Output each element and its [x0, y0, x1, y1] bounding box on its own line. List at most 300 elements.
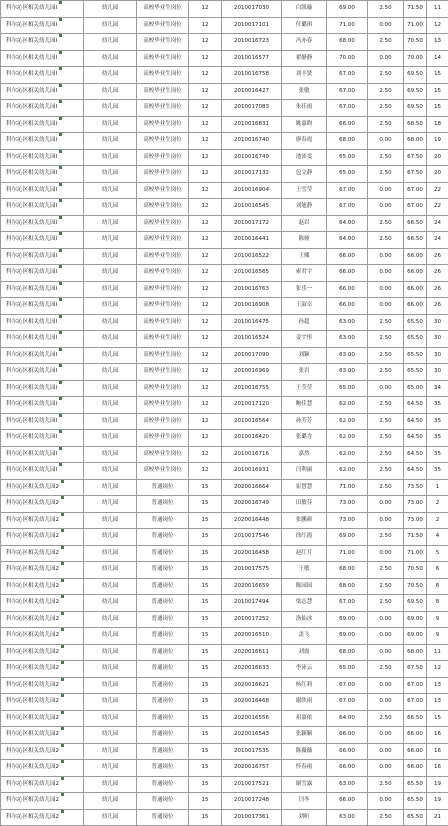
recruit-count-cell [189, 314, 222, 331]
cell-text: 71.00 [339, 22, 355, 28]
exam-number-cell [222, 463, 282, 480]
exam-number-cell [222, 182, 282, 199]
position-type-cell [137, 265, 189, 282]
cell-text: 刘丰贤 [296, 71, 313, 77]
cell-text: 朱佳雨 [296, 104, 313, 110]
exam-number-cell [222, 34, 282, 51]
cell-text: 69.00 [407, 616, 423, 622]
cell-text: 科尔沁区相关幼儿园I [6, 335, 57, 341]
cell-text: 15 [434, 88, 441, 94]
unit-cell [1, 463, 84, 480]
cell-marker-icon [59, 67, 62, 70]
written-score-cell [327, 727, 368, 744]
table-row [1, 100, 448, 117]
bonus-score-cell [368, 661, 404, 678]
cell-text: 0.00 [379, 500, 391, 506]
cell-text: 12 [202, 55, 209, 61]
bonus-score-cell [368, 595, 404, 612]
unit-cell [1, 644, 84, 661]
cell-text: 30 [434, 335, 441, 341]
written-score-cell [327, 347, 368, 364]
table-row [1, 446, 448, 463]
category-cell [84, 578, 137, 595]
rank-cell [427, 430, 448, 447]
cell-text: 2.50 [379, 451, 391, 457]
category-cell [84, 694, 137, 711]
rank-cell [427, 298, 448, 315]
cell-marker-icon [61, 661, 64, 664]
exam-number-cell [222, 100, 282, 117]
category-cell [84, 760, 137, 777]
cell-text: 68.00 [407, 137, 423, 143]
cell-text: 2020016659 [234, 583, 269, 589]
table-body [1, 1, 448, 826]
table-row [1, 34, 448, 51]
table-row [1, 265, 448, 282]
category-cell [84, 809, 137, 826]
cell-text: 白凯璇 [296, 5, 313, 11]
cell-marker-icon [59, 381, 62, 384]
exam-number-cell [222, 265, 282, 282]
cell-text: 2010016749 [234, 154, 269, 160]
cell-text: 赵岩 [298, 220, 309, 226]
cell-text: 2010016577 [234, 55, 269, 61]
position-type-cell [137, 34, 189, 51]
cell-text: 2020016633 [234, 665, 269, 671]
cell-text: 20 [434, 170, 441, 176]
written-score-cell [327, 479, 368, 496]
cell-text: 幼儿园 [102, 484, 119, 490]
cell-marker-icon [59, 364, 62, 367]
exam-number-cell [222, 232, 282, 249]
table-row [1, 116, 448, 133]
bonus-score-cell [368, 479, 404, 496]
cell-marker-icon [61, 678, 64, 681]
candidate-name-cell [282, 479, 327, 496]
cell-text: 幼儿园 [102, 748, 119, 754]
bonus-score-cell [368, 298, 404, 315]
cell-text: 幼儿园 [102, 451, 119, 457]
total-score-cell [404, 545, 427, 562]
exam-number-cell [222, 479, 282, 496]
exam-number-cell [222, 727, 282, 744]
cell-marker-icon [59, 117, 62, 120]
cell-text: 高校毕业生岗位 [143, 385, 182, 391]
cell-text: 2.50 [379, 121, 391, 127]
table-row [1, 694, 448, 711]
table-row [1, 133, 448, 150]
recruit-count-cell [189, 661, 222, 678]
unit-cell [1, 694, 84, 711]
written-score-cell [327, 83, 368, 100]
cell-text: 15 [202, 500, 209, 506]
cell-text: 包文静 [296, 170, 313, 176]
position-type-cell [137, 628, 189, 645]
category-cell [84, 529, 137, 546]
cell-text: 0.00 [379, 517, 391, 523]
cell-text: 2.50 [379, 220, 391, 226]
recruit-count-cell [189, 430, 222, 447]
cell-text: 2010016755 [234, 385, 269, 391]
cell-text: 2010016716 [234, 451, 269, 457]
recruit-count-cell [189, 347, 222, 364]
rank-cell [427, 628, 448, 645]
candidate-name-cell [282, 215, 327, 232]
category-cell [84, 347, 137, 364]
cell-text: 普通岗位 [151, 566, 173, 572]
cell-text: 2020016664 [234, 484, 269, 490]
total-score-cell [404, 529, 427, 546]
cell-text: 幼儿园 [102, 269, 119, 275]
unit-cell [1, 595, 84, 612]
table-row [1, 232, 448, 249]
cell-text: 69.50 [407, 104, 423, 110]
cell-text: 普通岗位 [151, 748, 173, 754]
cell-text: 2010017030 [234, 5, 269, 11]
cell-text: 2010016831 [234, 121, 269, 127]
cell-text: 15 [202, 715, 209, 721]
rank-cell [427, 545, 448, 562]
cell-text: 64.00 [339, 715, 355, 721]
rank-cell [427, 727, 448, 744]
candidate-name-cell [282, 1, 327, 18]
written-score-cell [327, 331, 368, 348]
cell-text: 67.00 [407, 698, 423, 704]
cell-text: 普通岗位 [151, 781, 173, 787]
cell-text: 66.50 [407, 236, 423, 242]
cell-text: 科尔沁区相关幼儿园2 [6, 649, 59, 655]
cell-text: 幼儿园 [102, 434, 119, 440]
candidate-name-cell [282, 50, 327, 67]
total-score-cell [404, 281, 427, 298]
cell-text: 高校毕业生岗位 [143, 302, 182, 308]
bonus-score-cell [368, 17, 404, 34]
total-score-cell [404, 809, 427, 826]
cell-text: 0.00 [379, 616, 391, 622]
exam-number-cell [222, 710, 282, 727]
cell-text: 田敏芬 [296, 500, 313, 506]
cell-text: 21 [434, 814, 441, 820]
cell-text: 65.50 [407, 335, 423, 341]
cell-marker-icon [59, 430, 62, 433]
unit-cell [1, 710, 84, 727]
total-score-cell [404, 67, 427, 84]
cell-text: 0.00 [379, 203, 391, 209]
written-score-cell [327, 628, 368, 645]
total-score-cell [404, 710, 427, 727]
cell-text: 2.50 [379, 434, 391, 440]
position-type-cell [137, 232, 189, 249]
table-row [1, 496, 448, 513]
cell-text: 69.00 [339, 616, 355, 622]
table-row [1, 17, 448, 34]
cell-text: 2.50 [379, 88, 391, 94]
table-row [1, 512, 448, 529]
cell-text: 2.50 [379, 418, 391, 424]
cell-text: 67.00 [339, 187, 355, 193]
cell-text: 2010016740 [234, 137, 269, 143]
table-row [1, 793, 448, 810]
cell-text: 2020016749 [234, 500, 269, 506]
exam-number-cell [222, 149, 282, 166]
cell-text: 普通岗位 [151, 665, 173, 671]
cell-text: 2010016908 [234, 302, 269, 308]
cell-text: 高校毕业生岗位 [143, 269, 182, 275]
cell-text: 幼儿园 [102, 500, 119, 506]
cell-text: 幼儿园 [102, 220, 119, 226]
written-score-cell [327, 17, 368, 34]
recruit-count-cell [189, 116, 222, 133]
cell-marker-icon [59, 397, 62, 400]
position-type-cell [137, 166, 189, 183]
cell-text: 73.00 [339, 500, 355, 506]
exam-number-cell [222, 694, 282, 711]
position-type-cell [137, 182, 189, 199]
cell-text: 2.50 [379, 104, 391, 110]
bonus-score-cell [368, 215, 404, 232]
cell-marker-icon [59, 265, 62, 268]
recruit-count-cell [189, 595, 222, 612]
candidate-name-cell [282, 496, 327, 513]
cell-text: 66.50 [407, 220, 423, 226]
candidate-name-cell [282, 397, 327, 414]
recruit-count-cell [189, 545, 222, 562]
position-type-cell [137, 776, 189, 793]
cell-text: 幼儿园 [102, 335, 119, 341]
bonus-score-cell [368, 529, 404, 546]
cell-text: 2010017120 [234, 401, 269, 407]
cell-text: 66.00 [339, 797, 355, 803]
cell-text: 幼儿园 [102, 682, 119, 688]
table-row [1, 661, 448, 678]
cell-text: 11 [434, 5, 441, 11]
cell-text: 62.00 [339, 434, 355, 440]
cell-text: 王娜 [298, 253, 309, 259]
bonus-score-cell [368, 281, 404, 298]
written-score-cell [327, 380, 368, 397]
cell-text: 2020016448 [234, 517, 269, 523]
bonus-score-cell [368, 347, 404, 364]
cell-text: 科尔沁区相关幼儿园2 [6, 797, 59, 803]
table-row [1, 182, 448, 199]
table-row [1, 595, 448, 612]
cell-text: 5 [436, 550, 440, 556]
cell-text: 池沛雯 [296, 154, 313, 160]
recruit-count-cell [189, 100, 222, 117]
cell-text: 62.00 [339, 401, 355, 407]
table-row [1, 215, 448, 232]
cell-marker-icon [61, 628, 64, 631]
cell-text: 2020016543 [234, 731, 269, 737]
unit-cell [1, 281, 84, 298]
candidate-name-cell [282, 446, 327, 463]
position-type-cell [137, 314, 189, 331]
total-score-cell [404, 314, 427, 331]
rank-cell [427, 166, 448, 183]
cell-text: 12 [202, 187, 209, 193]
cell-text: 71.00 [407, 550, 423, 556]
table-row [1, 166, 448, 183]
bonus-score-cell [368, 545, 404, 562]
exam-number-cell [222, 199, 282, 216]
table-row [1, 413, 448, 430]
cell-text: 8 [436, 599, 440, 605]
table-row [1, 578, 448, 595]
cell-text: 2.50 [379, 154, 391, 160]
exam-number-cell [222, 760, 282, 777]
table-row [1, 529, 448, 546]
candidate-name-cell [282, 347, 327, 364]
cell-text: 12 [434, 22, 441, 28]
cell-text: 0.00 [379, 269, 391, 275]
rank-cell [427, 100, 448, 117]
total-score-cell [404, 215, 427, 232]
written-score-cell [327, 281, 368, 298]
candidate-name-cell [282, 248, 327, 265]
cell-text: 2010016723 [234, 38, 269, 44]
category-cell [84, 397, 137, 414]
recruit-count-cell [189, 611, 222, 628]
cell-text: 普通岗位 [151, 682, 173, 688]
rank-cell [427, 248, 448, 265]
cell-marker-icon [61, 760, 64, 763]
cell-text: 崔慧慧 [296, 484, 313, 490]
written-score-cell [327, 34, 368, 51]
cell-text: 科尔沁区相关幼儿园2 [6, 533, 59, 539]
cell-text: 幼儿园 [102, 517, 119, 523]
cell-text: 2020016621 [234, 682, 269, 688]
cell-marker-icon [59, 133, 62, 136]
written-score-cell [327, 397, 368, 414]
recruit-count-cell [189, 50, 222, 67]
cell-text: 2010017083 [234, 104, 269, 110]
candidate-name-cell [282, 595, 327, 612]
rank-cell [427, 50, 448, 67]
bonus-score-cell [368, 743, 404, 760]
category-cell [84, 413, 137, 430]
cell-marker-icon [59, 34, 62, 37]
cell-text: 2010017248 [234, 797, 269, 803]
exam-number-cell [222, 331, 282, 348]
cell-text: 65.50 [407, 368, 423, 374]
category-cell [84, 545, 137, 562]
cell-text: 26 [434, 302, 441, 308]
category-cell [84, 512, 137, 529]
cell-text: 15 [202, 517, 209, 523]
position-type-cell [137, 611, 189, 628]
cell-text: 66.00 [339, 748, 355, 754]
cell-text: 2.50 [379, 715, 391, 721]
cell-text: 科尔沁区相关幼儿园I [6, 236, 57, 242]
cell-text: 普通岗位 [151, 649, 173, 655]
cell-marker-icon [59, 100, 62, 103]
cell-text: 15 [202, 814, 209, 820]
cell-text: 幼儿园 [102, 764, 119, 770]
rank-cell [427, 644, 448, 661]
position-type-cell [137, 463, 189, 480]
cell-text: 幼儿园 [102, 236, 119, 242]
cell-text: 科尔沁区相关幼儿园2 [6, 599, 59, 605]
cell-marker-icon [61, 694, 64, 697]
cell-text: 15 [202, 781, 209, 787]
cell-text: 陈园园 [296, 583, 313, 589]
candidate-name-cell [282, 116, 327, 133]
cell-text: 普通岗位 [151, 500, 173, 506]
rank-cell [427, 562, 448, 579]
category-cell [84, 364, 137, 381]
cell-text: 2.50 [379, 533, 391, 539]
cell-text: 李沛云 [296, 665, 313, 671]
category-cell [84, 644, 137, 661]
cell-text: 王莹莹 [296, 385, 313, 391]
written-score-cell [327, 793, 368, 810]
total-score-cell [404, 512, 427, 529]
cell-text: 2010017521 [234, 781, 269, 787]
recruit-count-cell [189, 199, 222, 216]
cell-text: 张璐含 [296, 434, 313, 440]
written-score-cell [327, 545, 368, 562]
position-type-cell [137, 727, 189, 744]
candidate-name-cell [282, 661, 327, 678]
cell-text: 73.00 [407, 517, 423, 523]
exam-number-cell [222, 116, 282, 133]
recruit-count-cell [189, 133, 222, 150]
category-cell [84, 710, 137, 727]
table-row [1, 628, 448, 645]
exam-number-cell [222, 562, 282, 579]
cell-text: 2.50 [379, 401, 391, 407]
written-score-cell [327, 182, 368, 199]
total-score-cell [404, 413, 427, 430]
recruit-count-cell [189, 397, 222, 414]
recruit-count-cell [189, 413, 222, 430]
cell-text: 6 [436, 583, 440, 589]
cell-text: 69.00 [339, 5, 355, 11]
candidate-name-cell [282, 364, 327, 381]
table-row [1, 149, 448, 166]
cell-text: 科尔沁区相关幼儿园I [6, 88, 57, 94]
unit-cell [1, 133, 84, 150]
bonus-score-cell [368, 677, 404, 694]
bonus-score-cell [368, 710, 404, 727]
written-score-cell [327, 430, 368, 447]
cell-text: 索君宇 [296, 269, 313, 275]
cell-text: 35 [434, 467, 441, 473]
rank-cell [427, 611, 448, 628]
category-cell [84, 67, 137, 84]
unit-cell [1, 265, 84, 282]
table-row [1, 611, 448, 628]
candidate-name-cell [282, 743, 327, 760]
cell-text: 2 [436, 517, 440, 523]
cell-text: 0.00 [379, 137, 391, 143]
cell-text: 0.00 [379, 187, 391, 193]
cell-text: 0.00 [379, 649, 391, 655]
written-score-cell [327, 694, 368, 711]
cell-text: 高校毕业生岗位 [143, 154, 182, 160]
cell-text: 刘旭静 [296, 203, 313, 209]
written-score-cell [327, 529, 368, 546]
cell-text: 幼儿园 [102, 22, 119, 28]
cell-text: 69.00 [339, 632, 355, 638]
written-score-cell [327, 199, 368, 216]
exam-number-cell [222, 298, 282, 315]
rank-cell [427, 331, 448, 348]
written-score-cell [327, 760, 368, 777]
position-type-cell [137, 83, 189, 100]
cell-text: 12 [202, 467, 209, 473]
cell-text: 35 [434, 434, 441, 440]
